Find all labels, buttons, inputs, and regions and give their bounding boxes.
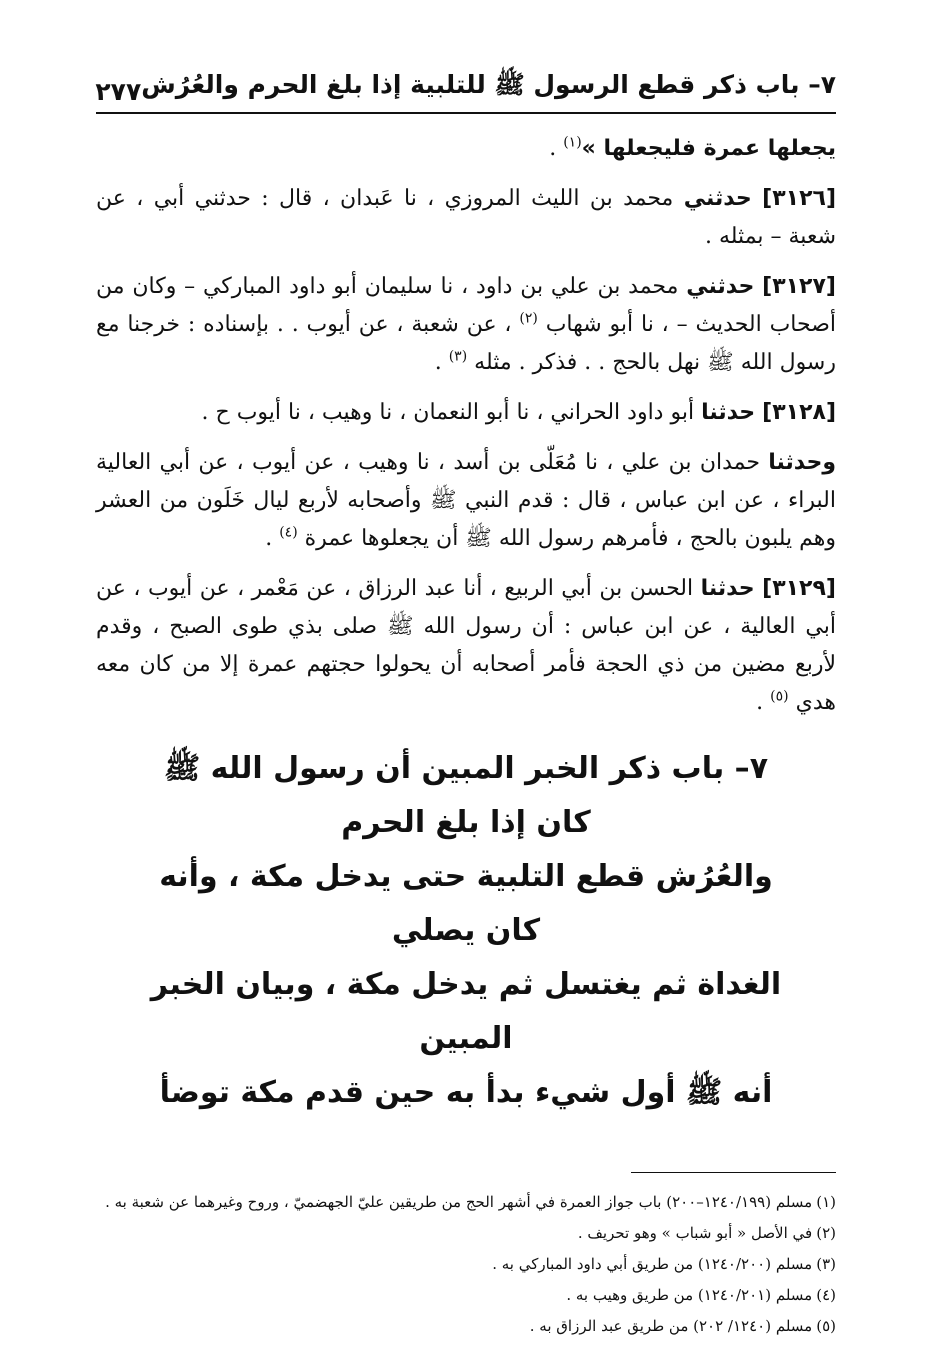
footnote-divider [631, 1172, 836, 1173]
hadith-3128-second-chain [96, 444, 836, 558]
hadith-number: [٣١٢٩] [762, 576, 836, 601]
hadith-text-end: . [434, 350, 442, 375]
hadith-3127 [96, 268, 836, 382]
chapter-heading-line: أنه ﷺ أول شيء بدأ به حين قدم مكة توضأ [159, 1075, 773, 1110]
narration-verb: حدثنا [700, 576, 755, 601]
hadith-text: محمد بن علي بن داود ، نا سليمان أبو داود المباركي – وكان من أصحاب الحديث – ، نا أبو شهاب [96, 274, 836, 337]
footnote-text: في الأصل « أبو شباب » وهو تحريف . [577, 1224, 813, 1242]
hadith-number: [٣١٢٧] [762, 274, 836, 299]
footnote-number: (٣) [816, 1255, 836, 1273]
footnote-number: (٢) [816, 1224, 836, 1242]
footnote-number: (٥) [816, 1317, 836, 1335]
footnote-ref-5: (٥) [770, 688, 789, 705]
hadith-text: أبو داود الحراني ، نا أبو النعمان ، نا وهيب ، نا أيوب ح . [201, 400, 695, 425]
hadith-3126 [96, 180, 836, 256]
footnote-2 [96, 1218, 836, 1249]
narration-verb: حدثنا [701, 400, 756, 425]
hadith-text: ، عن شعبة ، عن أيوب . . بإسناده : خرجنا مع رسول الله ﷺ نهل بالحج . . فذكر . مثله [96, 312, 836, 375]
hadith-text: محمد بن الليث المروزي ، نا عَبدان ، قال : حدثني أبي ، عن شعبة – بمثله . [96, 186, 836, 249]
footnote-text: مسلم (١٢٤٠/٢٠٠) من طريق أبي داود المباركي به . [492, 1255, 813, 1273]
chapter-heading [136, 742, 796, 1120]
chapter-heading-line: الغداة ثم يغتسل ثم يدخل مكة ، وبيان الخبر المبين [150, 967, 782, 1056]
chapter-heading-line: والعُرُش قطع التلبية حتى يدخل مكة ، وأنه كان يصلي [159, 859, 773, 948]
footnote-ref-3: (٣) [448, 348, 468, 365]
running-title: ٧– باب ذكر قطع الرسول ﷺ للتلبية إذا بلغ الحرم والعُرُش [141, 70, 836, 99]
paragraph-continuation [96, 130, 836, 168]
hadith-text: حمدان بن علي ، نا مُعَلّى بن أسد ، نا وهيب ، عن أيوب ، عن أبي العالية البراء ، عن ابن عباس ، قال : قدم النبي ﷺ وأصحابه لأربع ليال خَلَون من العشر وهم يلبون بالحج ، فأمرهم رسول الله ﷺ أن يجعلوها عمرة [96, 450, 836, 551]
footnote-number: (١) [816, 1193, 836, 1211]
hadith-number: [٣١٢٦] [762, 186, 836, 211]
hadith-3129 [96, 570, 836, 722]
footnotes [96, 1187, 836, 1342]
hadith-number: [٣١٢٨] [762, 400, 836, 425]
chapter-heading-line: ٧– باب ذكر الخبر المبين أن رسول الله ﷺ كان إذا بلغ الحرم [163, 751, 768, 840]
footnote-text: مسلم (١٢٤٠/٢٠١) من طريق وهيب به . [566, 1286, 813, 1304]
footnote-text: مسلم (١٢٤٠/ ٢٠٢) من طريق عبد الرزاق به . [529, 1317, 813, 1335]
running-header [96, 64, 836, 114]
footnote-number: (٤) [816, 1286, 836, 1304]
footnote-text: مسلم (١٢٤٠/١٩٩–٢٠٠) باب جواز العمرة في أشهر الحج من طريقين عليّ الجهضميّ ، وروح وغيرهما عن شعبة به . [105, 1193, 813, 1211]
footnote-1 [96, 1187, 836, 1218]
continuation-end: . [549, 136, 564, 161]
page-number: ٢٧٧ [95, 77, 142, 106]
narration-verb: حدثني [683, 186, 752, 211]
narration-verb: حدثني [686, 274, 755, 299]
hadith-text-end: . [265, 526, 273, 551]
footnote-ref-4: (٤) [279, 524, 298, 541]
hadith-text-end: . [756, 690, 764, 715]
hadith-3128 [96, 394, 836, 432]
footnote-4 [96, 1280, 836, 1311]
footnote-ref-2: (٢) [519, 310, 538, 327]
continuation-quote: يجعلها عمرة فليجعلها » [581, 136, 836, 161]
footnote-ref-1: (١) [563, 134, 582, 151]
narration-verb: وحدثنا [768, 450, 836, 475]
footnote-3 [96, 1249, 836, 1280]
hadith-text: الحسن بن أبي الربيع ، أنا عبد الرزاق ، عن مَعْمر ، عن أيوب ، عن أبي العالية ، عن ابن عباس : أن رسول الله ﷺ صلى بذي طوى الصبح ، وقدم لأربع مضين من ذي الحجة فأمر أصحابه أن يحولوا حجتهم عمرة إلا من كان معه هدي [96, 576, 836, 715]
main-text [96, 130, 836, 722]
footnote-5 [96, 1311, 836, 1342]
